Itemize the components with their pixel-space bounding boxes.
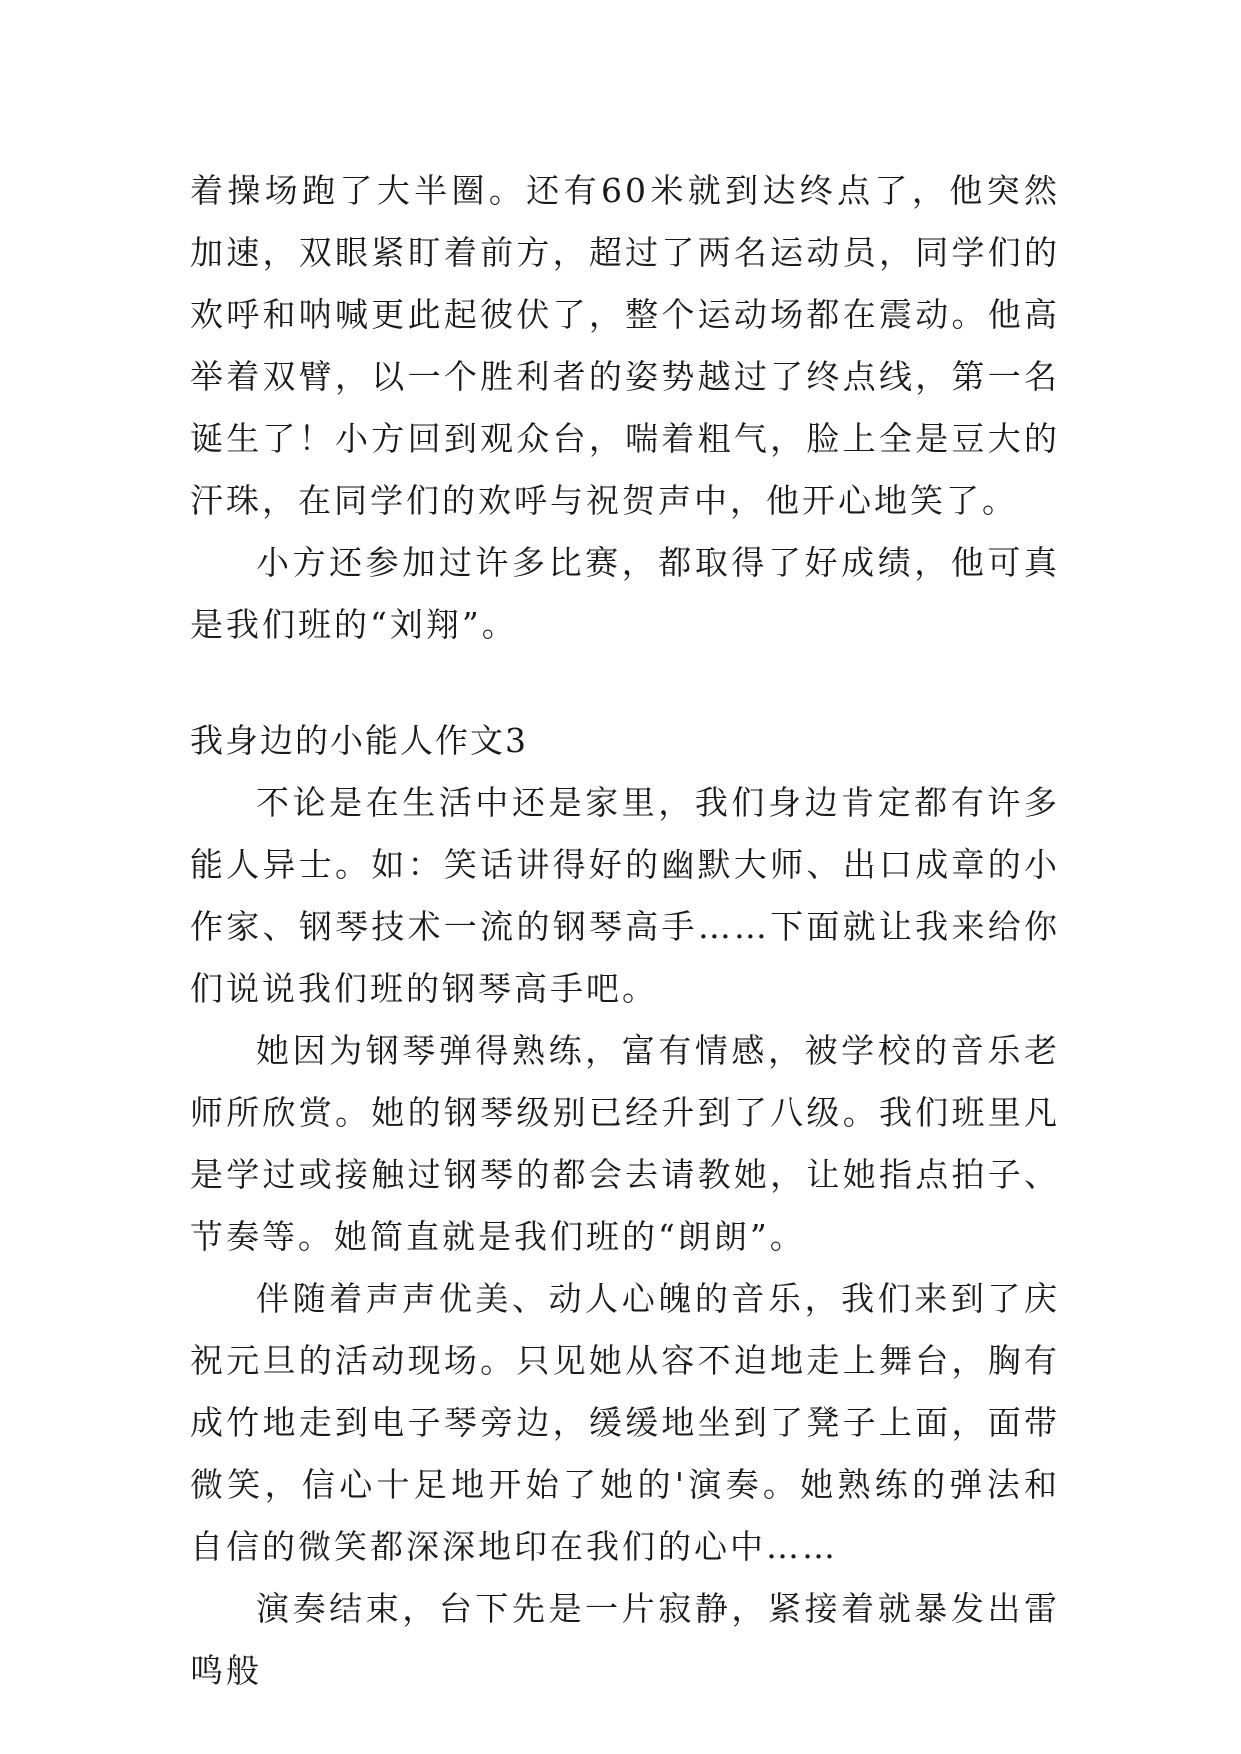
paragraph: 小方还参加过许多比赛，都取得了好成绩，他可真是我们班的“刘翔”。 — [190, 543, 1060, 644]
section-heading: 我身边的小能人作文3 — [190, 721, 528, 760]
paragraph: 演奏结束，台下先是一片寂静，紧接着就暴发出雷鸣般 — [190, 1589, 1060, 1690]
document-page — [190, 160, 1060, 1702]
paragraph: 不论是在生活中还是家里，我们身边肯定都有许多能人异士。如：笑话讲得好的幽默大师、出口成章的小作家、钢琴技术一流的钢琴高手……下面就让我来给你们说说我们班的钢琴高手吧。 — [190, 783, 1060, 1008]
paragraph-continued: 着操场跑了大半圈。还有60米就到达终点了，他突然加速，双眼紧盯着前方，超过了两名运动员，同学们的欢呼和呐喊更此起彼伏了，整个运动场都在震动。他高举着双臂，以一个胜利者的姿势越过了终点线，第一名诞生了！小方回到观众台，喘着粗气，脸上全是豆大的汗珠，在同学们的欢呼与祝贺声中，他开心地笑了。 — [190, 171, 1060, 520]
paragraph: 她因为钢琴弹得熟练，富有情感，被学校的音乐老师所欣赏。她的钢琴级别已经升到了八级。我们班里凡是学过或接触过钢琴的都会去请教她，让她指点拍子、节奏等。她简直就是我们班的“朗朗”。 — [190, 1031, 1060, 1256]
paragraph: 伴随着声声优美、动人心魄的音乐，我们来到了庆祝元旦的活动现场。只见她从容不迫地走上舞台，胸有成竹地走到电子琴旁边，缓缓地坐到了凳子上面，面带微笑，信心十足地开始了她的'演奏。她熟练的弹法和自信的微笑都深深地印在我们的心中…… — [190, 1279, 1060, 1566]
